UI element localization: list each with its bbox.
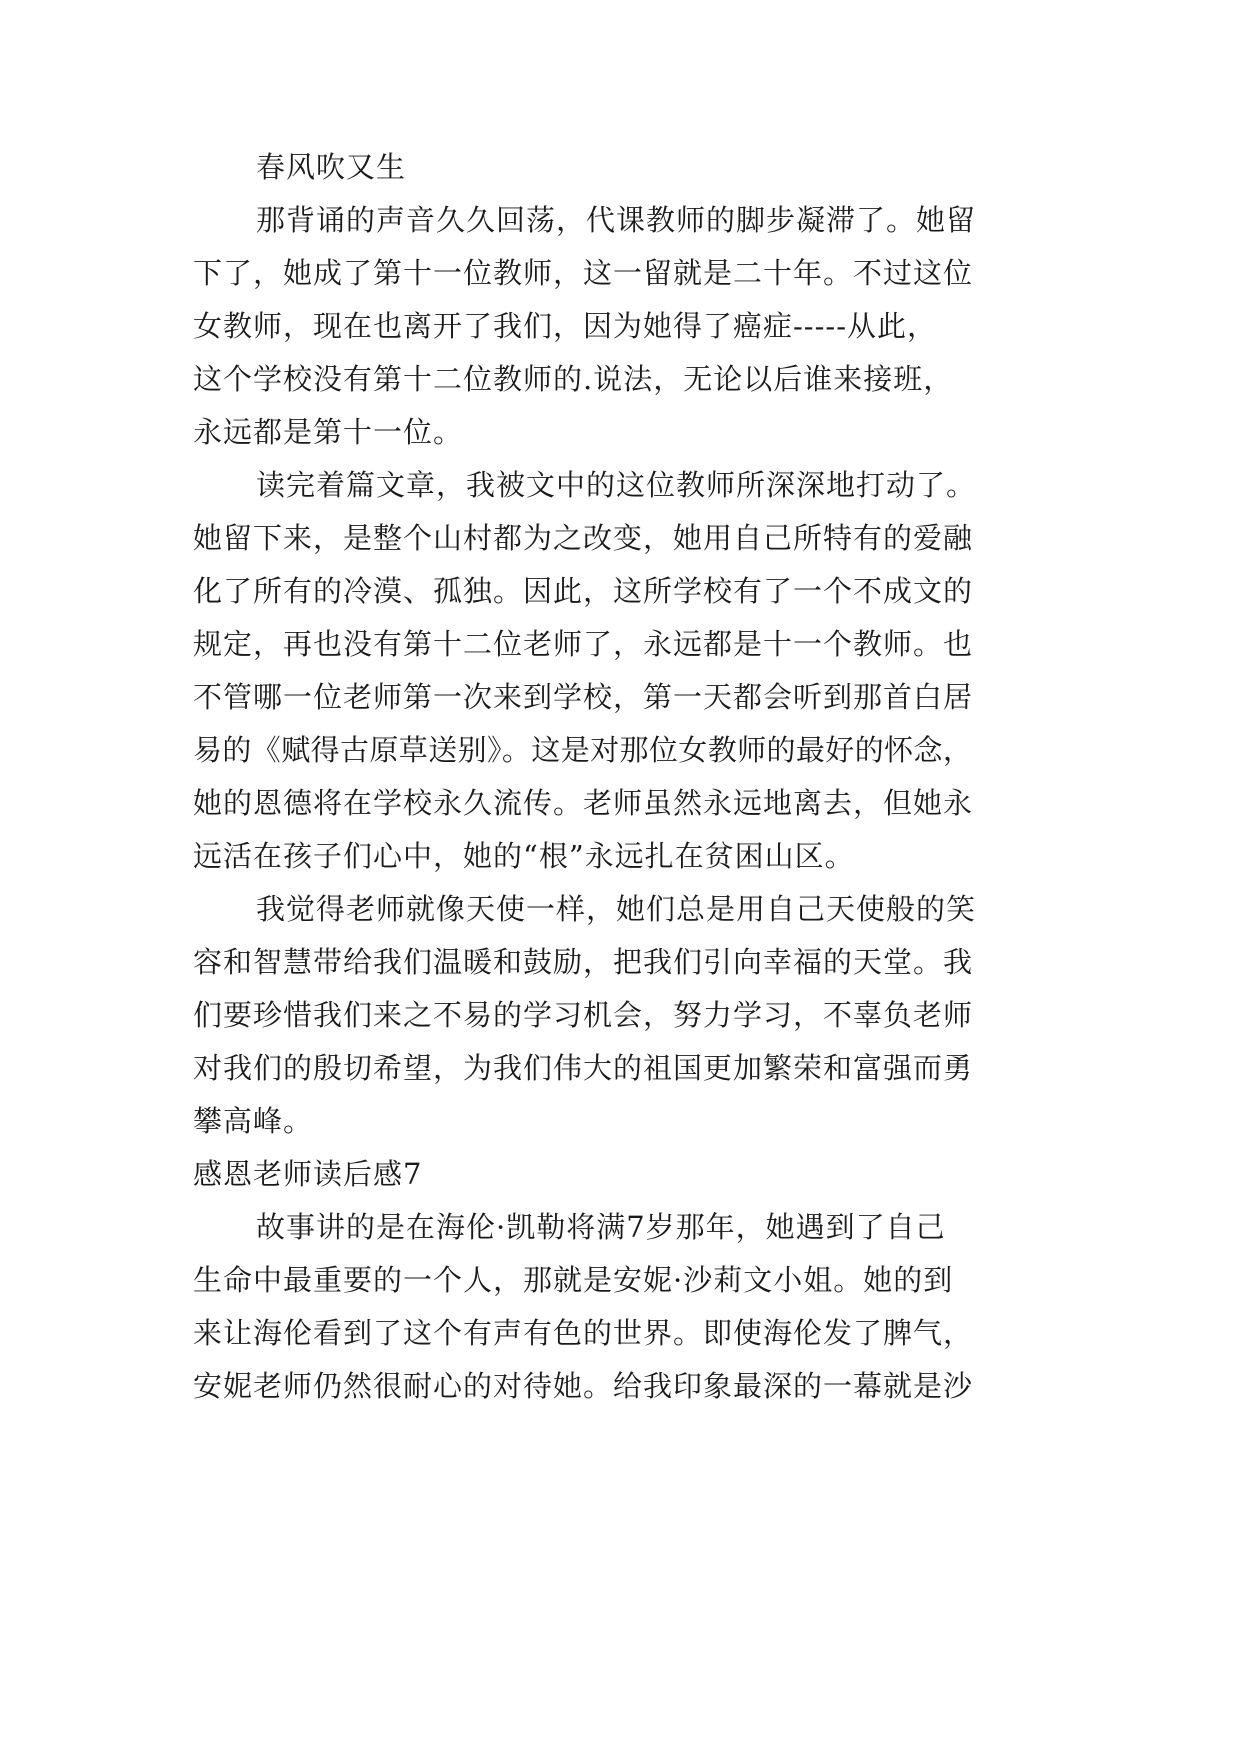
paragraph-first-line: 读完着篇文章，我被文中的这位教师所深深地打动了。 xyxy=(256,468,977,502)
paragraph-first-line: 那背诵的声音久久回荡，代课教师的脚步凝滞了。她留 xyxy=(256,203,977,237)
text-line: 下了，她成了第十一位教师，这一留就是二十年。不过这位 xyxy=(193,256,974,290)
paragraph-first-line: 我觉得老师就像天使一样，她们总是用自己天使般的笑 xyxy=(256,892,977,926)
text-line: 来让海伦看到了这个有声有色的世界。即使海伦发了脾气， xyxy=(193,1316,974,1350)
text-line: 容和智慧带给我们温暖和鼓励，把我们引向幸福的天堂。我 xyxy=(193,945,974,979)
text-line: 对我们的殷切希望，为我们伟大的祖国更加繁荣和富强而勇 xyxy=(193,1051,974,1085)
text-line: 她留下来，是整个山村都为之改变，她用自己所特有的爱融 xyxy=(193,521,974,555)
text-line: 生命中最重要的一个人，那就是安妮·沙莉文小姐。她的到 xyxy=(193,1263,954,1297)
text-line: 远活在孩子们心中，她的“根”永远扎在贫困山区。 xyxy=(193,839,855,873)
text-line: 这个学校没有第十二位教师的.说法，无论以后谁来接班， xyxy=(193,362,954,396)
text-line: 化了所有的冷漠、孤独。因此，这所学校有了一个不成文的 xyxy=(193,574,974,608)
text-line: 永远都是第十一位。 xyxy=(193,415,464,449)
text-line: 春风吹又生 xyxy=(256,150,407,184)
section-heading: 感恩老师读后感7 xyxy=(193,1157,423,1191)
text-line: 不管哪一位老师第一次来到学校，第一天都会听到那首白居 xyxy=(193,680,974,714)
text-line: 女教师，现在也离开了我们，因为她得了癌症-----从此， xyxy=(193,309,937,343)
text-line: 她的恩德将在学校永久流传。老师虽然永远地离去，但她永 xyxy=(193,786,974,820)
text-line: 安妮老师仍然很耐心的对待她。给我印象最深的一幕就是沙 xyxy=(193,1369,974,1403)
text-line: 们要珍惜我们来之不易的学习机会，努力学习，不辜负老师 xyxy=(193,998,974,1032)
text-line: 易的《赋得古原草送别》。这是对那位女教师的最好的怀念， xyxy=(193,733,973,767)
text-line: 攀高峰。 xyxy=(193,1104,314,1138)
paragraph-first-line: 故事讲的是在海伦·凯勒将满7岁那年，她遇到了自己 xyxy=(256,1210,946,1244)
text-line: 规定，再也没有第十二位老师了，永远都是十一个教师。也 xyxy=(193,627,974,661)
